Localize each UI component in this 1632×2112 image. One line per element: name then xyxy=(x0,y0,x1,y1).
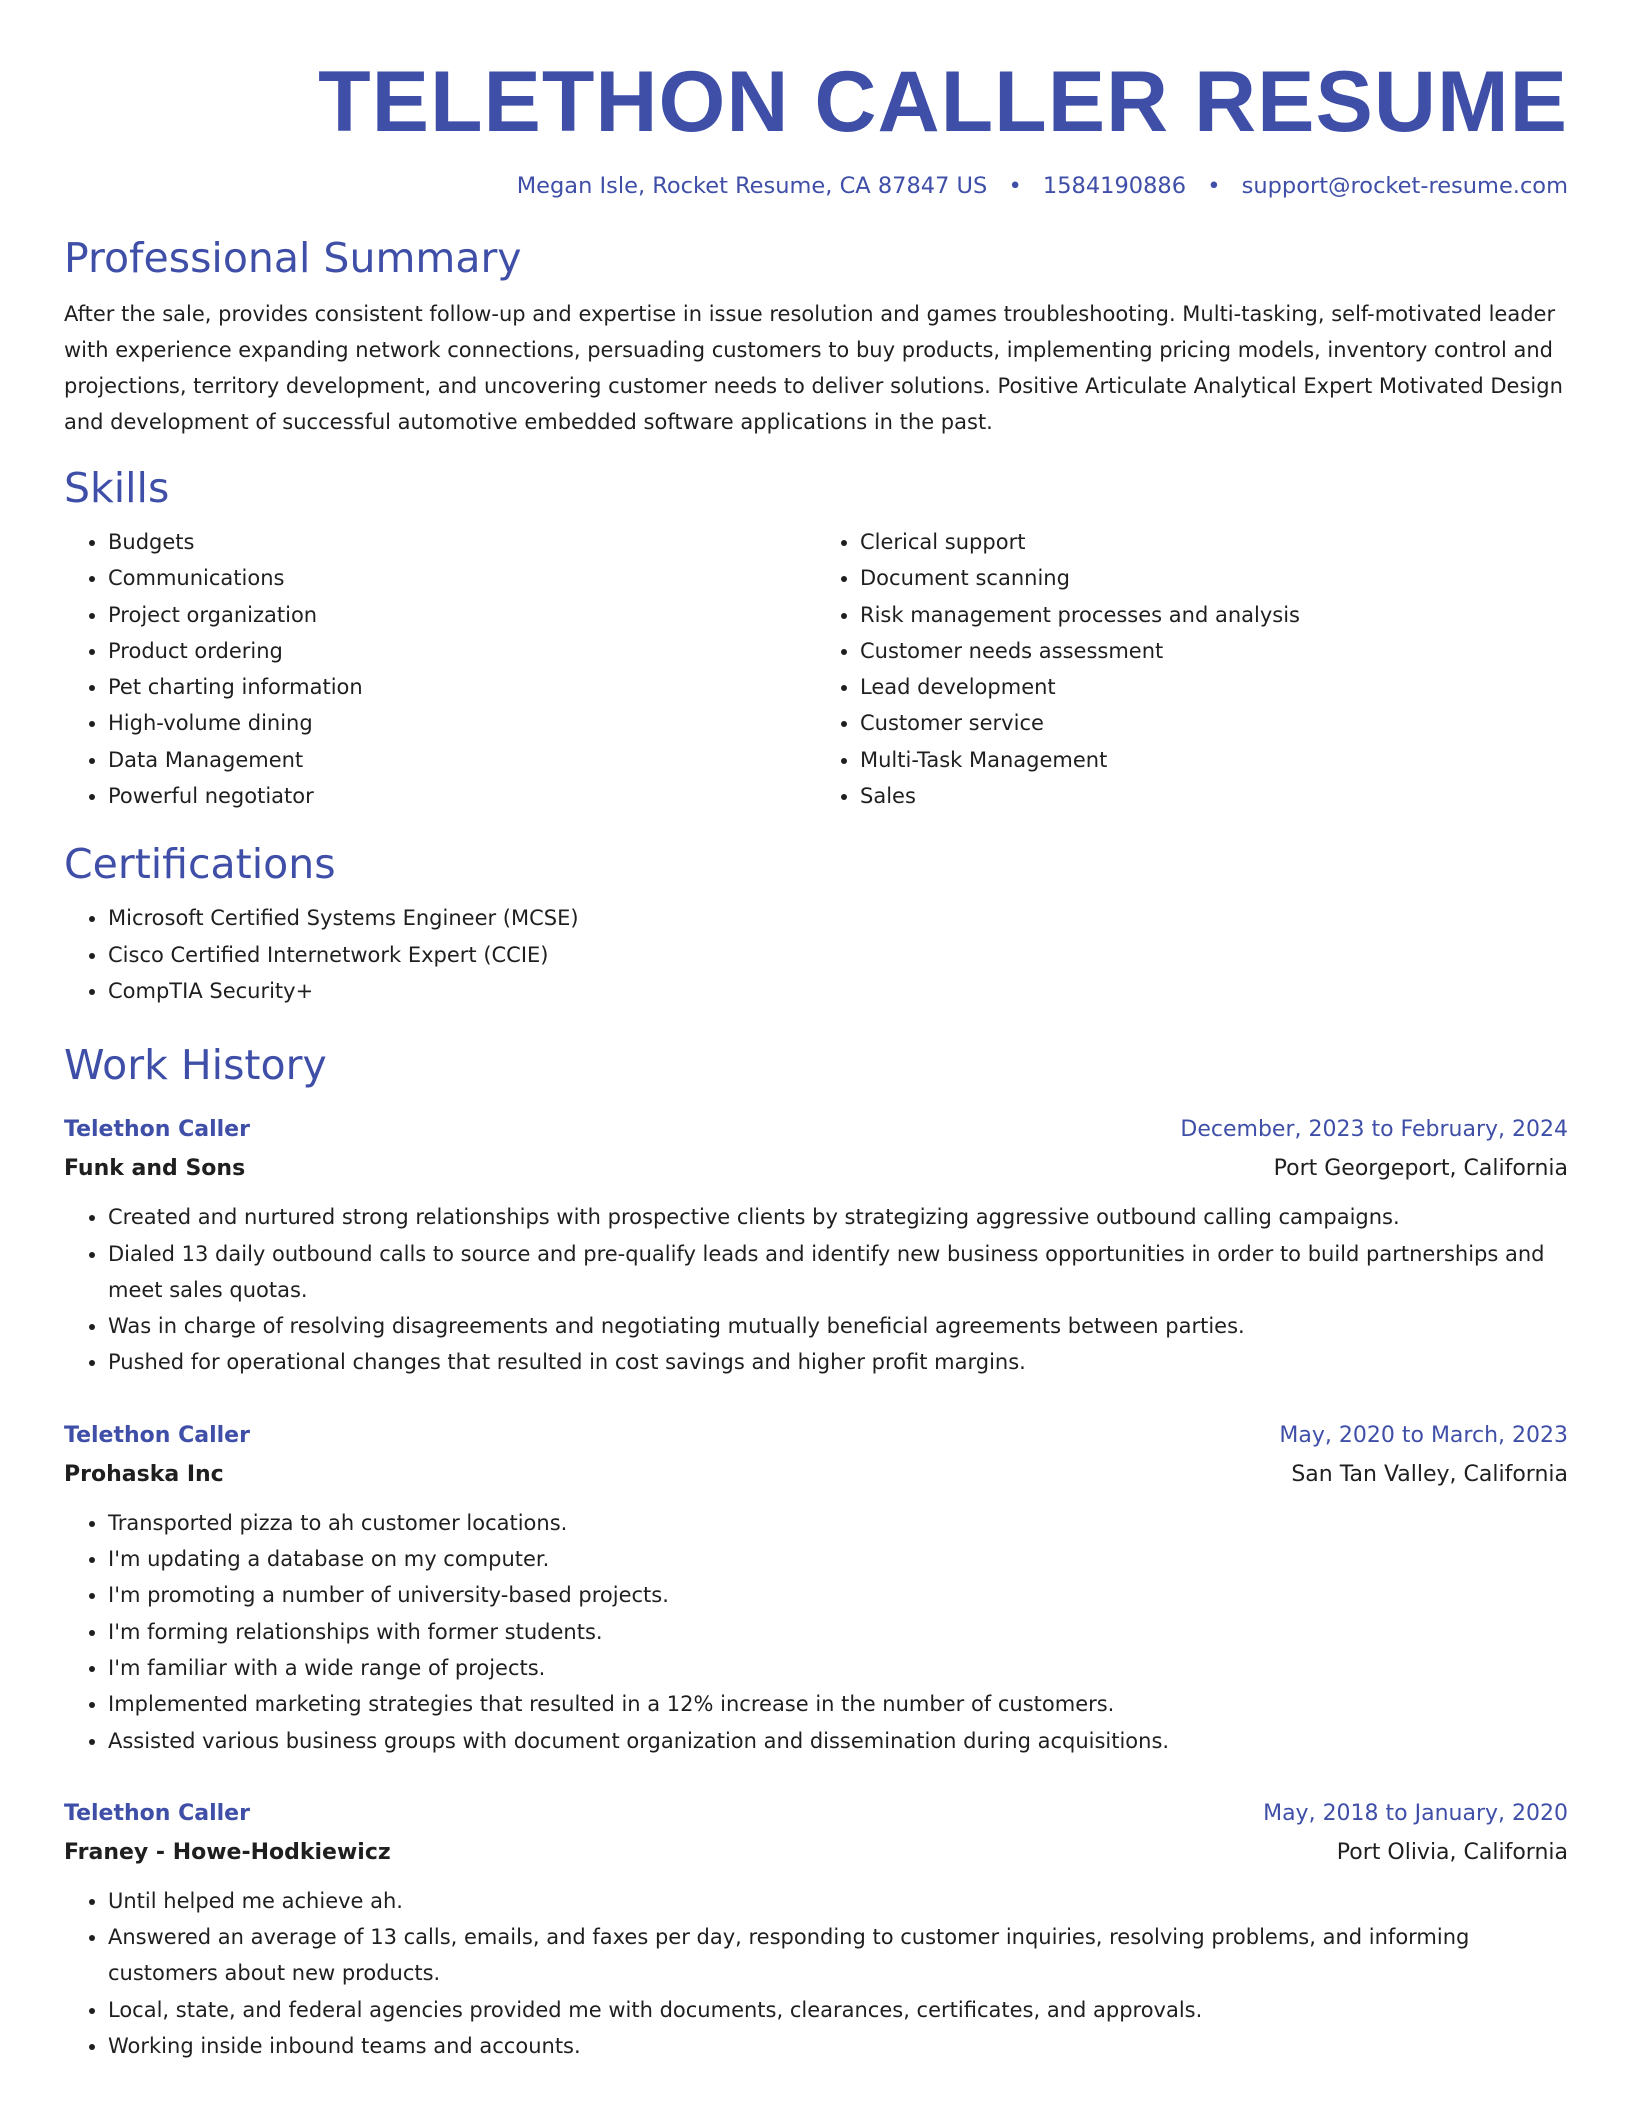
job-company-row xyxy=(64,1833,1568,1873)
job-title: Telethon Caller xyxy=(64,1422,250,1448)
certification-item: • Cisco Certified Internetwork Expert (CCIE) xyxy=(108,937,1568,973)
job-dates: December, 2023 to February, 2024 xyxy=(1180,1117,1568,1143)
job-title: Telethon Caller xyxy=(64,1800,250,1826)
certification-item: • Microsoft Certified Systems Engineer (MCSE) xyxy=(108,900,1568,936)
job-bullet: • Transported pizza to ah customer locations. xyxy=(108,1505,1568,1541)
resume-header xyxy=(64,0,1568,202)
job-company: Funk and Sons xyxy=(64,1156,246,1182)
job-bullet: • Local, state, and federal agencies provided me with documents, clearances, certificates, and approvals. xyxy=(108,1992,1568,2028)
job-entry xyxy=(64,1795,1568,2064)
job-bullet: • Answered an average of 13 calls, emails, and faxes per day, responding to customer inquiries, resolving problems, and informing customers about new products. xyxy=(108,1919,1568,1992)
job-company-row xyxy=(64,1149,1568,1189)
skill-item: • Document scanning xyxy=(860,560,1568,596)
job-bullet: • I'm familiar with a wide range of projects. xyxy=(108,1650,1568,1686)
contact-email[interactable]: support@rocket-resume.com xyxy=(1241,173,1568,199)
job-bullets xyxy=(64,1883,1568,2064)
contact-line xyxy=(64,170,1568,202)
skill-item: • Clerical support xyxy=(860,524,1568,560)
job-location: San Tan Valley, California xyxy=(1291,1461,1568,1487)
certifications-section xyxy=(64,838,1568,1009)
skill-item: • Multi-Task Management xyxy=(860,742,1568,778)
job-bullet: • I'm promoting a number of university-based projects. xyxy=(108,1577,1568,1613)
job-company: Prohaska Inc xyxy=(64,1461,224,1487)
skill-item: • Data Management xyxy=(108,742,816,778)
certifications-list xyxy=(64,900,1568,1009)
skills-list-right xyxy=(816,524,1568,814)
skill-item: • Sales xyxy=(860,778,1568,814)
job-bullet: • Assisted various business groups with document organization and dissemination during acquisitions. xyxy=(108,1723,1568,1759)
skill-item: • Product ordering xyxy=(108,633,816,669)
section-heading-skills: Skills xyxy=(64,464,170,512)
skills-section xyxy=(64,462,1568,814)
certification-item: • CompTIA Security+ xyxy=(108,973,1568,1009)
section-heading-work-history: Work History xyxy=(64,1041,327,1090)
job-dates: May, 2018 to January, 2020 xyxy=(1263,1800,1568,1826)
job-bullet: • Created and nurtured strong relationships with prospective clients by strategizing aggressive outbound calling campaigns. xyxy=(108,1199,1568,1235)
job-dates: May, 2020 to March, 2023 xyxy=(1279,1422,1568,1448)
professional-summary-section xyxy=(64,232,1568,440)
skill-item: • Lead development xyxy=(860,669,1568,705)
skill-item: • Risk management processes and analysis xyxy=(860,597,1568,633)
summary-text: After the sale, provides consistent follow-up and expertise in issue resolution and games troubleshooting. Multi-tasking, self-motivated leader with experience expanding network connections, persuading customers to buy products, implementing pricing models, inventory control and projections, territory development, and uncovering customer needs to deliver solutions. Positive Articulate Analytical Expert Motivated Design and development of successful automotive embedded software applications in the past. xyxy=(64,302,1563,434)
contact-phone[interactable]: 1584190886 xyxy=(1042,173,1187,199)
job-bullet: • Dialed 13 daily outbound calls to source and pre-qualify leads and identify new business opportunities in order to build partnerships and meet sales quotas. xyxy=(108,1236,1568,1309)
skill-item: • Project organization xyxy=(108,597,816,633)
contact-separator: • xyxy=(1207,173,1221,199)
job-bullet: • I'm forming relationships with former students. xyxy=(108,1614,1568,1650)
job-company: Franey - Howe-Hodkiewicz xyxy=(64,1839,391,1865)
skills-list-left xyxy=(64,524,816,814)
skill-item: • Customer needs assessment xyxy=(860,633,1568,669)
job-title: Telethon Caller xyxy=(64,1117,250,1143)
skills-grid xyxy=(64,514,1568,814)
job-bullet: • Implemented marketing strategies that resulted in a 12% increase in the number of customers. xyxy=(108,1686,1568,1722)
skill-item: • Customer service xyxy=(860,705,1568,741)
section-heading-summary: Professional Summary xyxy=(64,234,522,282)
job-location: Port Olivia, California xyxy=(1336,1839,1568,1865)
job-title-row xyxy=(64,1795,1568,1833)
skill-item: • Pet charting information xyxy=(108,669,816,705)
job-title-row xyxy=(64,1417,1568,1455)
job-bullet: • Was in charge of resolving disagreements and negotiating mutually beneficial agreements between parties. xyxy=(108,1308,1568,1344)
resume-title: TELETHON CALLER RESUME xyxy=(318,54,1568,150)
skill-item: • High-volume dining xyxy=(108,705,816,741)
job-bullet: • Until helped me achieve ah. xyxy=(108,1883,1568,1919)
job-bullet: • Working inside inbound teams and accounts. xyxy=(108,2028,1568,2064)
contact-separator: • xyxy=(1008,173,1022,199)
job-entry xyxy=(64,1417,1568,1759)
job-location: Port Georgeport, California xyxy=(1273,1156,1568,1182)
job-company-row xyxy=(64,1455,1568,1495)
skill-item: • Budgets xyxy=(108,524,816,560)
job-bullet: • Pushed for operational changes that resulted in cost savings and higher profit margins. xyxy=(108,1344,1568,1380)
work-history-section xyxy=(64,1039,1568,2064)
job-entry xyxy=(64,1111,1568,1380)
skill-item: • Communications xyxy=(108,560,816,596)
job-bullets xyxy=(64,1199,1568,1380)
job-bullets xyxy=(64,1505,1568,1759)
skill-item: • Powerful negotiator xyxy=(108,778,816,814)
job-title-row xyxy=(64,1111,1568,1149)
section-heading-certifications: Certifications xyxy=(64,840,336,889)
contact-address: Megan Isle, Rocket Resume, CA 87847 US xyxy=(516,173,988,199)
job-bullet: • I'm updating a database on my computer. xyxy=(108,1541,1568,1577)
